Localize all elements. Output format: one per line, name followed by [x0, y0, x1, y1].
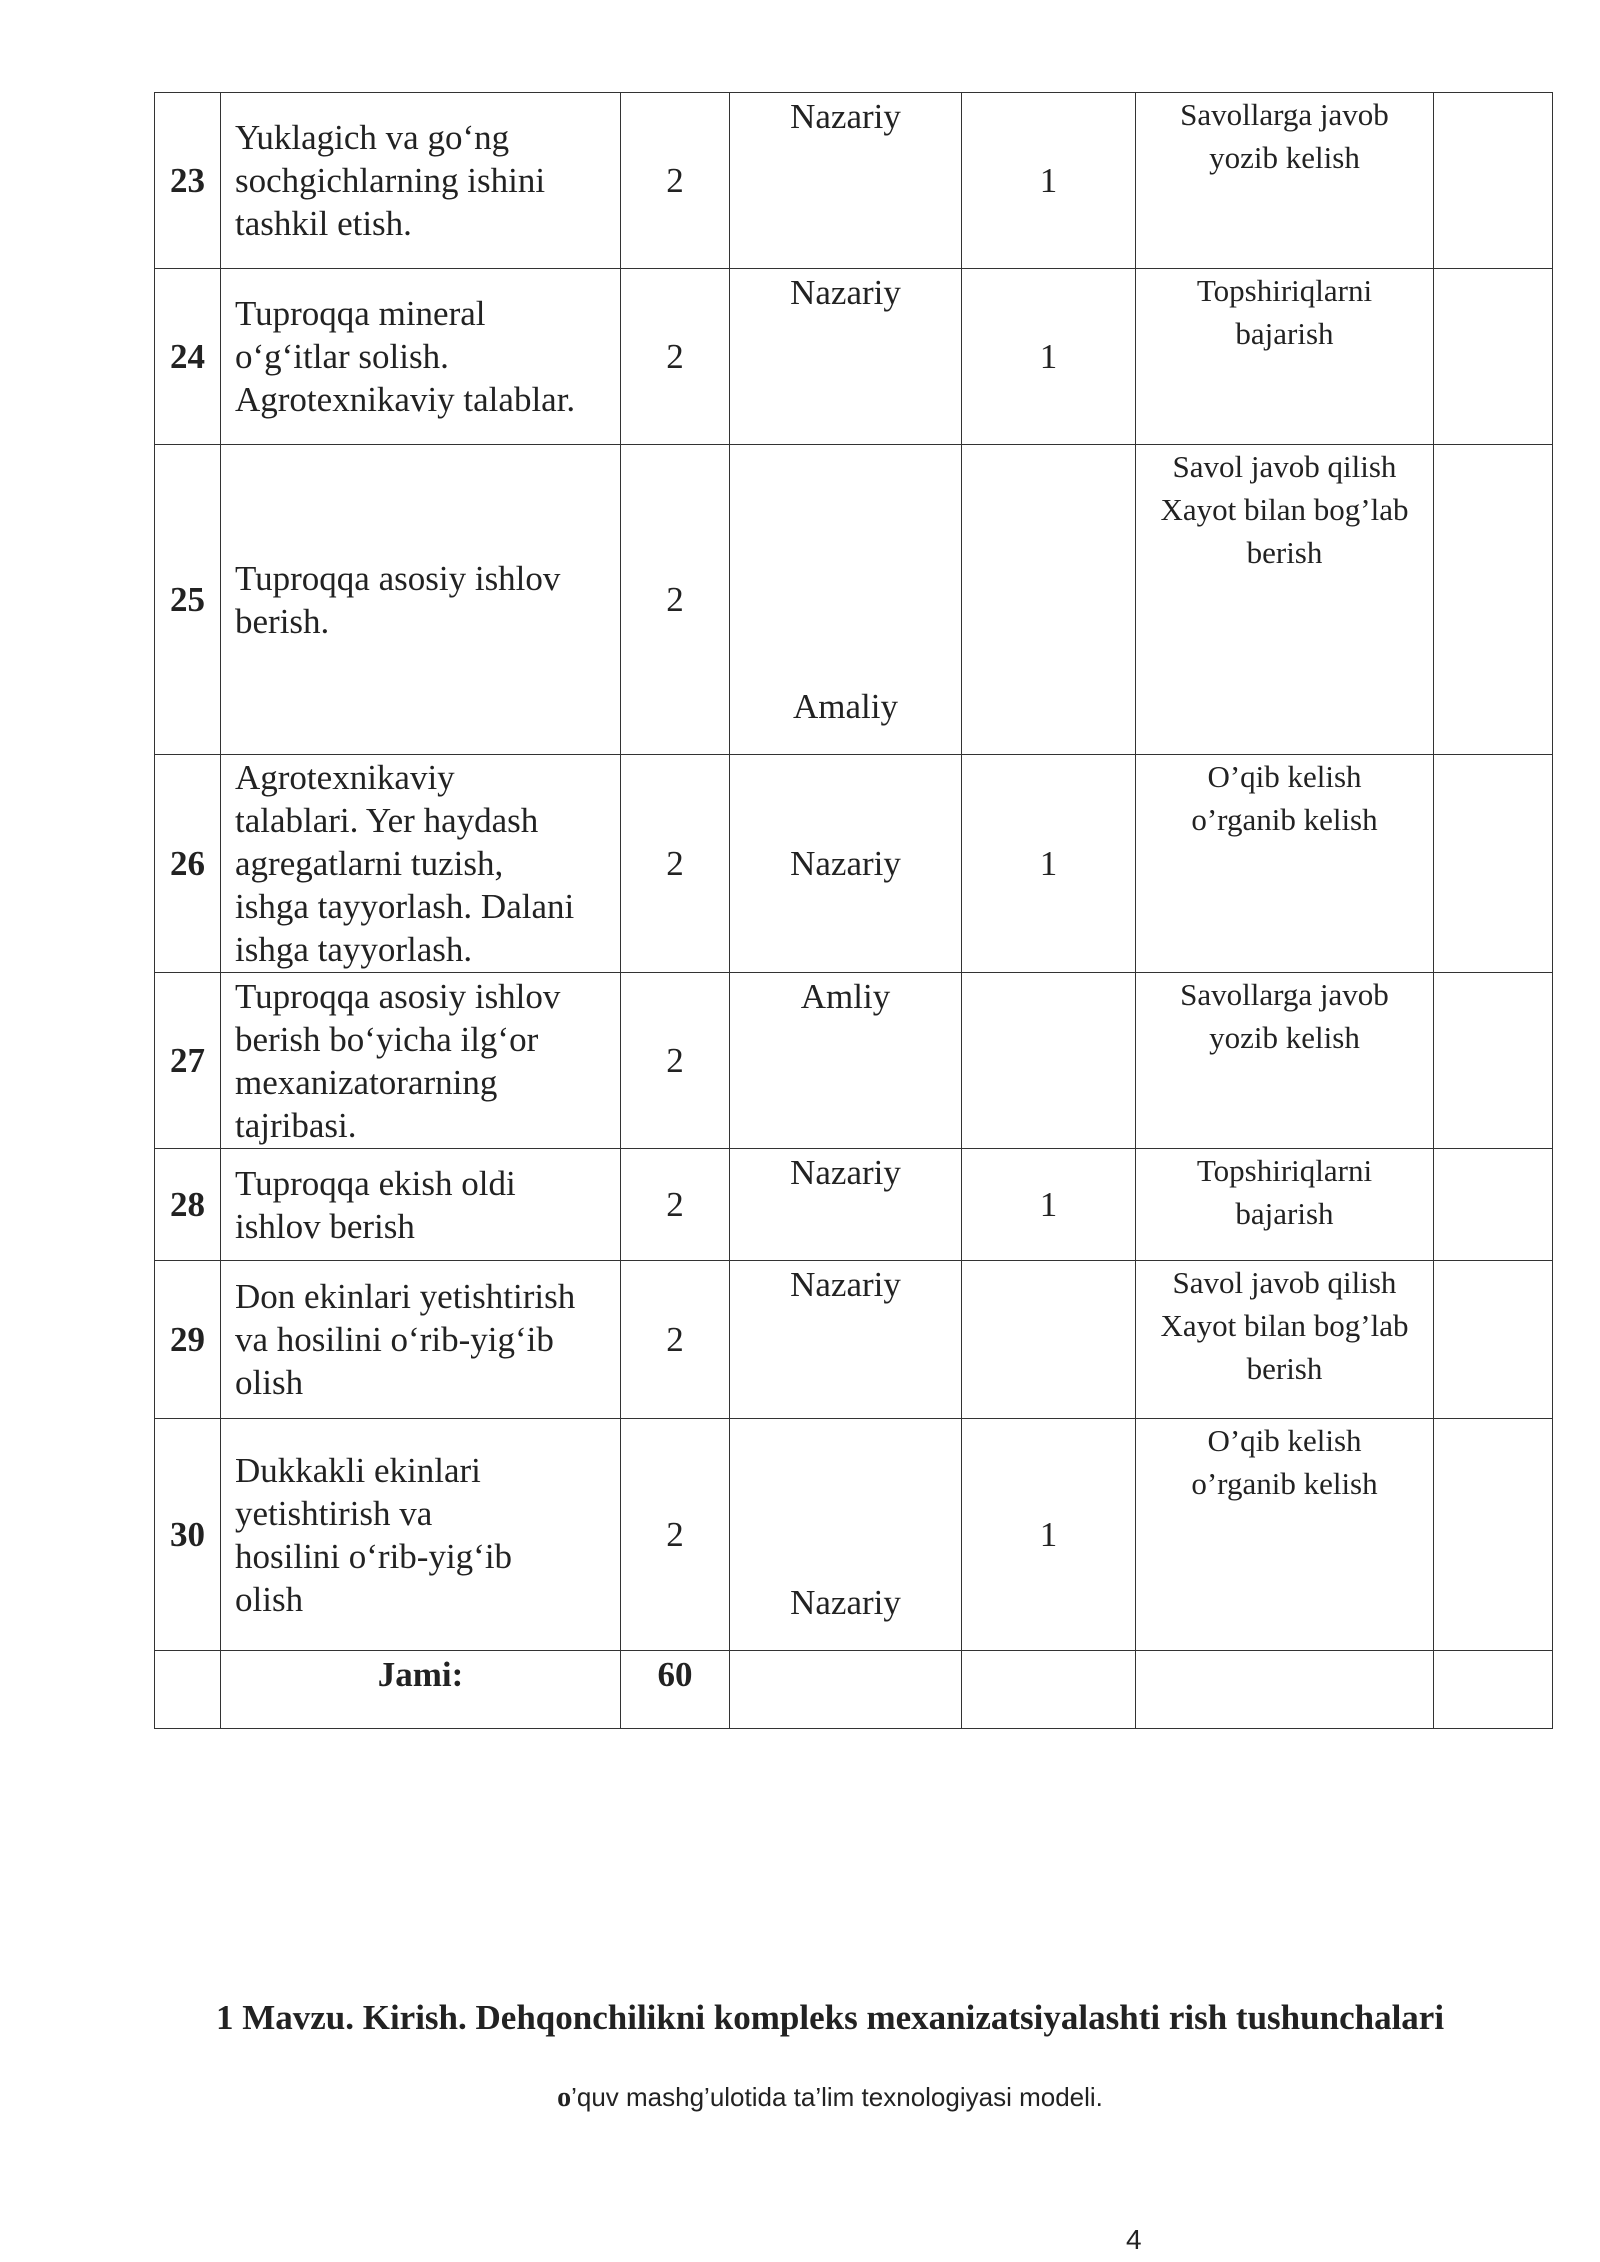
lesson-type-cell: Amliy — [730, 973, 962, 1149]
task-cell — [1136, 269, 1434, 445]
topic-line: mexanizatorarning — [235, 1062, 498, 1102]
topic-line: Agrotexnikaviy talablar. — [235, 380, 576, 419]
topic-line: yetishtirish va — [235, 1493, 433, 1533]
topic-line: tashkil etish. — [235, 204, 412, 243]
task-cell — [1136, 755, 1434, 973]
task-line: Savollarga javob — [1180, 977, 1389, 1012]
notes-cell — [1434, 1419, 1553, 1651]
task-cell — [1136, 1419, 1434, 1651]
lesson-type-cell: Nazariy — [730, 1261, 962, 1419]
topic-line: olish — [235, 1363, 304, 1402]
total-value: 60 — [621, 1651, 730, 1729]
lesson-type-cell: Nazariy — [730, 1149, 962, 1261]
topic-heading: 1 Mavzu. Kirish. Dehqonchilikni kompleks mexanizatsiyalashti rish tushunchalari — [215, 1998, 1445, 2037]
topic-line: Tuproqqa asosiy ishlov — [235, 558, 561, 598]
topic-cell — [221, 1149, 621, 1261]
topic-line: olish — [235, 1579, 304, 1619]
row-number: 25 — [155, 445, 221, 755]
topic-line: Don ekinlari yetishtirish — [235, 1277, 576, 1316]
lesson-type-cell: Nazariy — [730, 755, 962, 973]
topic-line: Dukkakli ekinlari — [235, 1450, 481, 1490]
topic-line: hosilini o‘rib-yig‘ib — [235, 1536, 513, 1576]
task-line: O’qib kelish — [1207, 759, 1362, 794]
topic-line: Agrotexnikaviy — [235, 758, 455, 797]
row-number: 26 — [155, 755, 221, 973]
notes-cell — [1434, 93, 1553, 269]
total-empty-cell — [730, 1651, 962, 1729]
topic-cell — [221, 755, 621, 973]
extra-hours-cell: 1 — [962, 755, 1136, 973]
table-row — [155, 973, 1553, 1149]
topic-line: ishlov berish — [235, 1206, 415, 1246]
extra-hours-cell: 1 — [962, 93, 1136, 269]
task-cell — [1136, 1261, 1434, 1419]
notes-cell — [1434, 755, 1553, 973]
row-number: 27 — [155, 973, 221, 1149]
total-empty-cell — [962, 1651, 1136, 1729]
task-line: Topshiriqlarni — [1196, 1153, 1373, 1188]
topic-line: ishga tayyorlash. — [235, 930, 473, 969]
extra-hours-cell — [962, 445, 1136, 755]
topic-line: Yuklagich va go‘ng — [235, 118, 510, 157]
task-line: Savol javob qilish — [1172, 449, 1397, 484]
topic-cell — [221, 1419, 621, 1651]
hours-cell: 2 — [621, 93, 730, 269]
task-line: Topshiriqlarni — [1196, 273, 1373, 308]
topic-line: talablari. Yer haydash — [235, 801, 539, 840]
topic-line: berish. — [235, 601, 330, 641]
topic-line: va hosilini o‘rib-yig‘ib — [235, 1320, 554, 1359]
table-row — [155, 1149, 1553, 1261]
extra-hours-cell — [962, 1261, 1136, 1419]
total-empty-cell — [1136, 1651, 1434, 1729]
topic-line: ishga tayyorlash. Dalani — [235, 887, 575, 926]
page-number: 4 — [1126, 2224, 1142, 2255]
hours-cell: 2 — [621, 755, 730, 973]
lesson-plan-table — [154, 92, 1553, 1729]
task-line: berish — [1246, 1351, 1323, 1386]
row-number: 30 — [155, 1419, 221, 1651]
topic-cell — [221, 269, 621, 445]
task-line: bajarish — [1235, 1196, 1334, 1231]
table-row — [155, 755, 1553, 973]
extra-hours-cell: 1 — [962, 1149, 1136, 1261]
row-number: 23 — [155, 93, 221, 269]
table-row — [155, 269, 1553, 445]
lesson-type-cell: Amaliy — [730, 445, 962, 755]
total-label: Jami: — [221, 1651, 621, 1729]
task-line: o’rganib kelish — [1191, 1466, 1378, 1501]
task-line: O’qib kelish — [1207, 1423, 1362, 1458]
caption-bold-letter: o — [557, 2082, 572, 2113]
hours-cell: 2 — [621, 269, 730, 445]
task-line: berish — [1246, 535, 1323, 570]
hours-cell: 2 — [621, 1419, 730, 1651]
table-row — [155, 93, 1553, 269]
topic-line: tajribasi. — [235, 1105, 357, 1145]
task-cell — [1136, 1149, 1434, 1261]
row-number: 24 — [155, 269, 221, 445]
topic-cell — [221, 1261, 621, 1419]
notes-cell — [1434, 1261, 1553, 1419]
row-number: 29 — [155, 1261, 221, 1419]
notes-cell — [1434, 1149, 1553, 1261]
task-line: Savol javob qilish — [1172, 1265, 1397, 1300]
hours-cell: 2 — [621, 1261, 730, 1419]
topic-line: o‘g‘itlar solish. — [235, 337, 449, 376]
task-cell — [1136, 973, 1434, 1149]
topic-cell — [221, 93, 621, 269]
task-cell — [1136, 445, 1434, 755]
notes-cell — [1434, 269, 1553, 445]
total-row — [155, 1651, 1553, 1729]
notes-cell — [1434, 445, 1553, 755]
topic-line: Tuproqqa ekish oldi — [235, 1163, 516, 1203]
lesson-type-cell: Nazariy — [730, 93, 962, 269]
notes-cell — [1434, 973, 1553, 1149]
extra-hours-cell — [962, 973, 1136, 1149]
caption — [0, 2082, 1600, 2114]
topic-line: Tuproqqa asosiy ishlov — [235, 976, 561, 1016]
row-number: 28 — [155, 1149, 221, 1261]
hours-cell: 2 — [621, 973, 730, 1149]
hours-cell: 2 — [621, 445, 730, 755]
extra-hours-cell: 1 — [962, 269, 1136, 445]
topic-line: Tuproqqa mineral — [235, 294, 486, 333]
task-line: yozib kelish — [1209, 140, 1360, 175]
lesson-type-cell: Nazariy — [730, 1419, 962, 1651]
task-line: Xayot bilan bog’lab — [1160, 1308, 1409, 1343]
topic-line: sochgichlarning ishini — [235, 161, 546, 200]
table-row — [155, 1419, 1553, 1651]
lesson-type-cell: Nazariy — [730, 269, 962, 445]
table-row — [155, 1261, 1553, 1419]
topic-cell — [221, 973, 621, 1149]
topic-cell — [221, 445, 621, 755]
total-empty-cell — [1434, 1651, 1553, 1729]
task-line: yozib kelish — [1209, 1020, 1360, 1055]
task-line: bajarish — [1235, 316, 1334, 351]
topic-line: agregatlarni tuzish, — [235, 844, 504, 883]
hours-cell: 2 — [621, 1149, 730, 1261]
task-line: Savollarga javob — [1180, 97, 1389, 132]
table-row — [155, 445, 1553, 755]
task-cell — [1136, 93, 1434, 269]
task-line: o’rganib kelish — [1191, 802, 1378, 837]
topic-line-justified — [235, 292, 614, 335]
total-empty-cell — [155, 1651, 221, 1729]
extra-hours-cell: 1 — [962, 1419, 1136, 1651]
task-line: Xayot bilan bog’lab — [1160, 492, 1409, 527]
topic-line: berish bo‘yicha ilg‘or — [235, 1019, 539, 1059]
caption-text: ’quv mashg’ulotida ta’lim texnologiyasi modeli. — [571, 2082, 1103, 2112]
